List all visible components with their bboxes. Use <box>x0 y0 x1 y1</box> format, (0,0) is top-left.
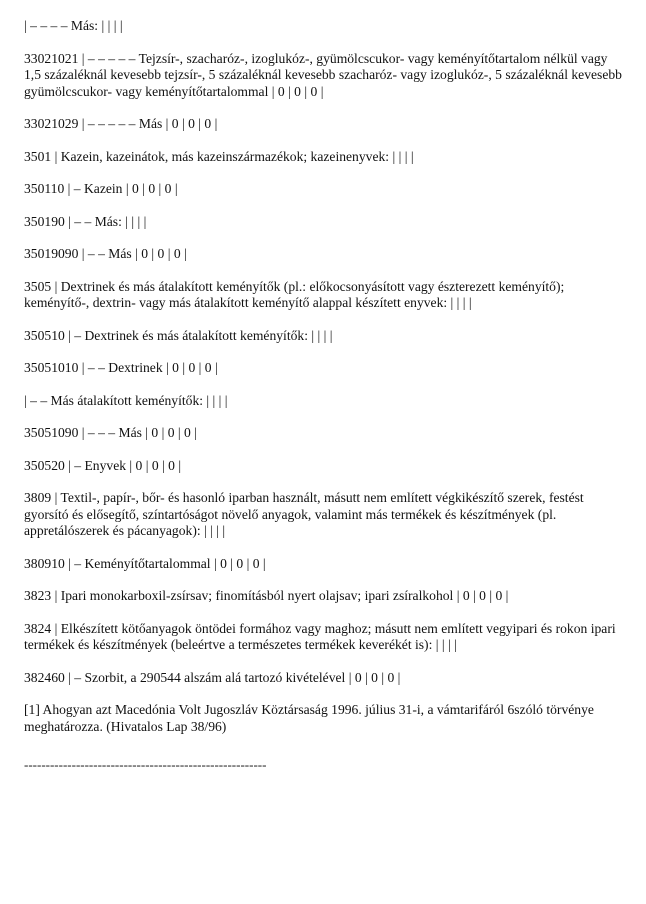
entry-mas-atalakitott: | – – Más átalakított keményítők: | | | | <box>24 392 228 408</box>
footnote-1: [1] Ahogyan azt Macedónia Volt Jugoszláv Köztársaság 1996. július 31-i, a vámtarifáról 6szóló törvénye meghatározza. (Hivatalos Lap 38/96) <box>24 702 594 734</box>
entry-350190: 350190 | – – Más: | | | | <box>24 213 147 229</box>
entry-33021029: 33021029 | – – – – – Más | 0 | 0 | 0 | <box>24 116 218 131</box>
entry-380910: 380910 | – Keményítőtartalommal | 0 | 0 | 0 | <box>24 555 266 571</box>
entry-35051010: 35051010 | – – Dextrinek | 0 | 0 | 0 | <box>24 360 218 375</box>
entry-3823: 3823 | Ipari monokarboxil-zsírsav; finomításból nyert olajsav; ipari zsíralkohol | 0 | 0 | 0 | <box>24 588 509 603</box>
entry-3501: 3501 | Kazein, kazeinátok, más kazeinszármazékok; kazeinenyvek: | | | | <box>24 148 414 164</box>
footnote-separator: -------------------------------------------------------- <box>24 757 267 772</box>
entry-350510: 350510 | – Dextrinek és más átalakított keményítők: | | | | <box>24 327 333 343</box>
entry-350110: 350110 | – Kazein | 0 | 0 | 0 | <box>24 181 178 196</box>
entry-35051090: 35051090 | – – – Más | 0 | 0 | 0 | <box>24 425 197 440</box>
entry-33021021: 33021021 | – – – – – Tejzsír-, szacharóz-, izoglukóz-, gyümölcscukor- vagy keményítőtartalom nélkül vagy 1,5 százaléknál kevesebb tejzsír-, 5 százaléknál kevesebb szacharóz- vagy izoglukóz-, 5 százaléknál kevesebb gyümölcscukor- vagy keményítőtartalommal | 0 | 0 | 0 | <box>24 50 622 99</box>
entry-mas-heading: | – – – – Más: | | | | <box>24 18 123 33</box>
entry-3824: 3824 | Elkészített kötőanyagok öntödei formához vagy maghoz; másutt nem említett vegyipari és rokon ipari termékek és készítmények (beleértve a természetes termékek keverékét is): | | | | <box>24 620 616 652</box>
document-page <box>24 18 626 774</box>
entry-350520: 350520 | – Enyvek | 0 | 0 | 0 | <box>24 457 182 473</box>
entry-35019090: 35019090 | – – Más | 0 | 0 | 0 | <box>24 246 187 261</box>
entry-382460: 382460 | – Szorbit, a 290544 alszám alá tartozó kivételével | 0 | 0 | 0 | <box>24 669 401 685</box>
entry-3505: 3505 | Dextrinek és más átalakított keményítők (pl.: előkocsonyásított vagy észterezett keményítő); keményítő-, dextrin- vagy más átalakított keményítő alappal készített enyvek: | | | | <box>24 278 565 310</box>
entry-3809: 3809 | Textil-, papír-, bőr- és hasonló iparban használt, másutt nem említett végkikészítő szerek, festést gyorsító és elősegítő, színtartóságot növelő anyagok, valamint más termékek és készítmények (pl. appretálószerek és pácanyagok): | | | | <box>24 490 584 538</box>
